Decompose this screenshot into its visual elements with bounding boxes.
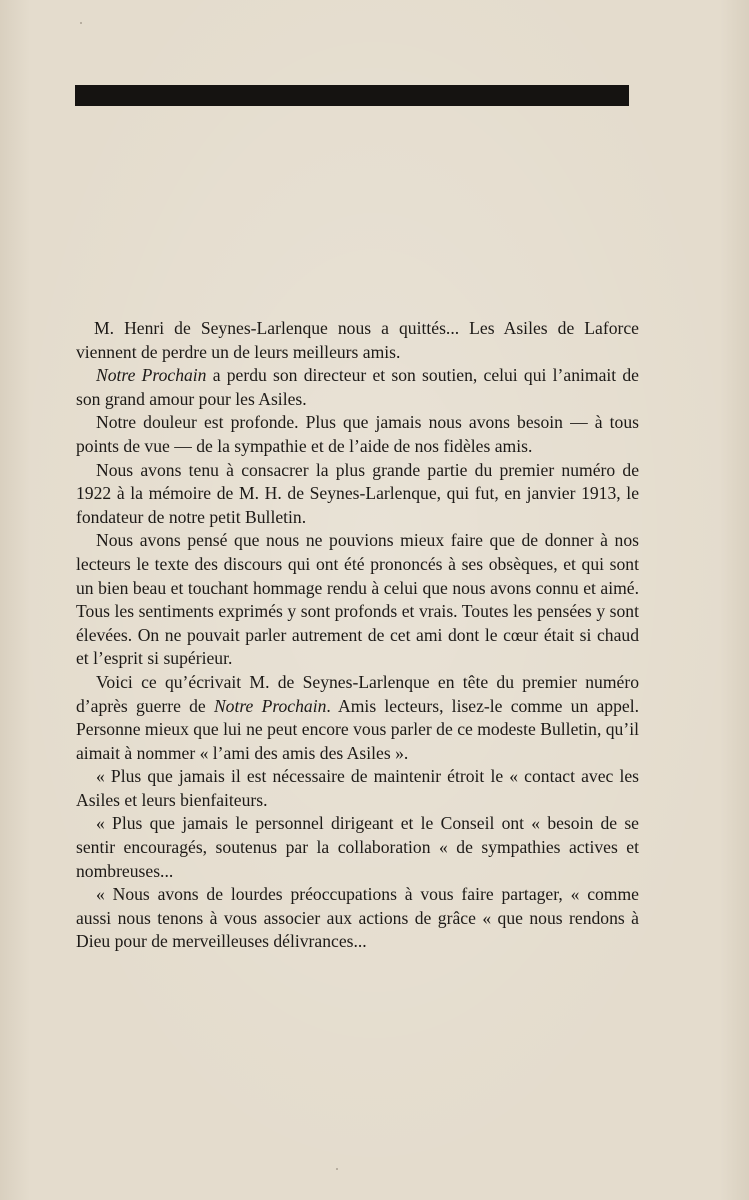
paragraph (76, 411, 639, 458)
paragraph-text: a perdu son directeur et son soutien, celui qui l’animait de son grand amour pour les Asiles. (76, 365, 639, 409)
paragraph-text: Voici ce qu’écrivait M. de Seynes-Larlenque en tête du premier numéro d’après guerre de (76, 671, 639, 716)
paragraph-text: « Plus que jamais le personnel dirigeant et le Conseil ont « besoin de se sentir encouragés, soutenus par la collaboration « de sympathies actives et nombreuses... (76, 813, 639, 881)
paper-speck (336, 1168, 338, 1170)
paragraph (76, 529, 639, 671)
paragraph (76, 459, 639, 530)
body-text (76, 317, 639, 954)
paragraph-text: Nous avons tenu à consacrer la plus grande partie du premier numéro de 1922 à la mémoire de M. H. de Seynes-Larlenque, qui fut, en janvier 1913, le fondateur de notre petit Bulletin. (76, 459, 639, 527)
paragraph-text: M. Henri de Seynes-Larlenque nous a quittés... Les Asiles de Laforce viennent de perdre un de leurs meilleurs amis. (76, 318, 639, 362)
header-rule (75, 85, 629, 106)
paragraph (76, 765, 639, 812)
paragraph (76, 671, 639, 765)
paper-speck (80, 22, 82, 24)
italic-title: Notre Prochain (213, 695, 327, 716)
paragraph (76, 883, 639, 954)
paragraph (76, 812, 639, 883)
italic-title: Notre Prochain (96, 365, 207, 386)
paragraph (76, 317, 639, 364)
paragraph-text: Nous avons pensé que nous ne pouvions mieux faire que de donner à nos lecteurs le texte des discours qui ont été prononcés à ses obsèques, et qui sont un bien beau et touchant hommage rendu à celui que nous avons connu et aimé. Tous les sentiments exprimés y sont profonds et vrais. Toutes les pensées y sont élevées. On ne pouvait parler autrement de cet ami dont le cœur était si chaud et l’esprit si supérieur. (76, 530, 639, 669)
paragraph (76, 364, 639, 411)
paragraph-text: . Amis lecteurs, lisez-le comme un appel. Personne mieux que lui ne peut encore vous parler de ce modeste Bulletin, qu’il aimait à nommer « l’ami des amis des Asiles ». (76, 695, 639, 763)
paragraph-text: « Nous avons de lourdes préoccupations à vous faire partager, « comme aussi nous tenons à vous associer aux actions de grâce « que nous rendons à Dieu pour de merveilleuses délivrances... (76, 884, 639, 952)
paragraph-text: Notre douleur est profonde. Plus que jamais nous avons besoin — à tous points de vue — de la sympathie et de l’aide de nos fidèles amis. (76, 412, 639, 456)
paragraph-text: « Plus que jamais il est nécessaire de maintenir étroit le « contact avec les Asiles et leurs bienfaiteurs. (76, 766, 639, 810)
